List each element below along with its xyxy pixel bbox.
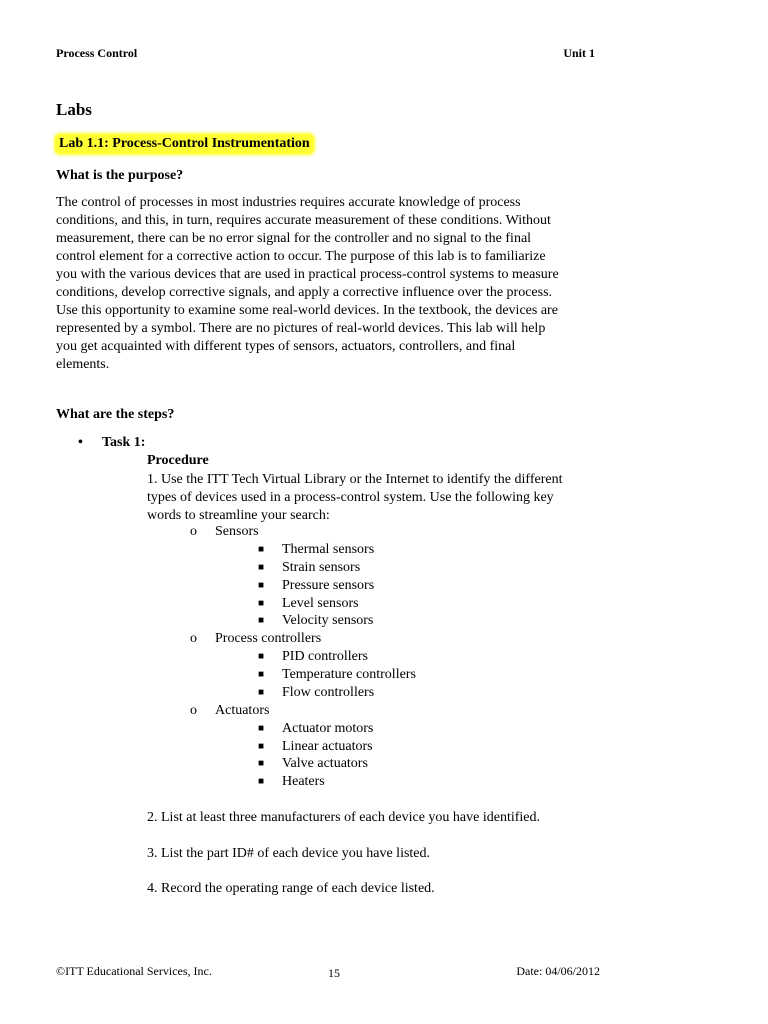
task-item [78,435,145,451]
circle-bullet-icon: o [190,631,197,646]
section-title: Labs [56,100,92,119]
square-bullet-icon: ■ [258,741,265,752]
lab-title-highlighted: Lab 1.1: Process-Control Instrumentation [55,134,314,154]
steps-heading: What are the steps? [56,407,175,422]
page-number: 15 [328,966,340,980]
square-bullet-icon: ■ [258,615,265,626]
square-bullet-icon: ■ [258,651,265,662]
purpose-line: represented by a symbol. There are no pictures of real-world devices. This lab will help [56,321,546,336]
square-bullet-icon: ■ [258,580,265,591]
step-1 [147,471,617,525]
purpose-line: you get acquainted with different types of sensors, actuators, controllers, and final [56,339,516,354]
square-bullet-icon: ■ [258,776,265,787]
list-category: o Actuators [190,703,270,718]
step-1-line: types of devices used in a process-control system. Use the following key [147,490,554,505]
step-3: 3. List the part ID# of each device you have listed. [147,846,431,861]
header-course: Process Control [56,46,138,60]
square-bullet-icon: ■ [258,562,265,573]
list-item: ■ PID controllers [258,649,368,664]
square-bullet-icon: ■ [258,723,265,734]
list-item: ■ Velocity sensors [258,613,374,628]
list-item: ■ Linear actuators [258,739,373,754]
purpose-line: control element for a corrective action to occur. The purpose of this lab is to familiarize [56,249,546,264]
purpose-line: conditions, and this, in turn, requires accurate measurement of these conditions. Without [56,213,551,228]
header-unit: Unit 1 [563,46,595,60]
list-item: ■ Heaters [258,774,325,789]
list-item: ■ Valve actuators [258,756,368,771]
footer-copyright: ©ITT Educational Services, Inc. [56,964,212,978]
step-1-line: 1. Use the ITT Tech Virtual Library or the Internet to identify the different [147,472,563,487]
list-item: ■ Pressure sensors [258,578,375,593]
purpose-paragraph [56,194,601,374]
list-category: o Process controllers [190,631,322,646]
square-bullet-icon: ■ [258,687,265,698]
purpose-line: elements. [56,357,110,372]
square-bullet-icon: ■ [258,544,265,555]
procedure-label: Procedure [147,453,209,468]
square-bullet-icon: ■ [258,758,265,769]
square-bullet-icon: ■ [258,598,265,609]
purpose-line: you with the various devices that are used in practical process-control systems to measure [56,267,559,282]
purpose-line: measurement, there can be no error signal for the controller and no signal to the final [56,231,532,246]
purpose-line: The control of processes in most industries requires accurate knowledge of process [56,195,521,210]
footer-date: Date: 04/06/2012 [516,964,600,978]
step-4: 4. Record the operating range of each device listed. [147,881,435,896]
list-item: ■ Temperature controllers [258,667,416,682]
step-2: 2. List at least three manufacturers of each device you have identified. [147,810,540,825]
step-1-line: words to streamline your search: [147,508,330,523]
square-bullet-icon: ■ [258,669,265,680]
list-item: ■ Flow controllers [258,685,375,700]
purpose-line: conditions, develop corrective signals, and apply a corrective influence over the process. [56,285,553,300]
purpose-line: Use this opportunity to examine some real-world devices. In the textbook, the devices are [56,303,558,318]
bullet-icon: • [78,435,83,450]
list-item: ■ Actuator motors [258,721,374,736]
purpose-heading: What is the purpose? [56,168,184,183]
task-label: Task 1: [102,435,146,450]
list-item: ■ Strain sensors [258,560,361,575]
list-item: ■ Thermal sensors [258,542,375,557]
circle-bullet-icon: o [190,703,197,718]
list-item: ■ Level sensors [258,596,359,611]
circle-bullet-icon: o [190,524,197,539]
list-category: o Sensors [190,524,259,539]
